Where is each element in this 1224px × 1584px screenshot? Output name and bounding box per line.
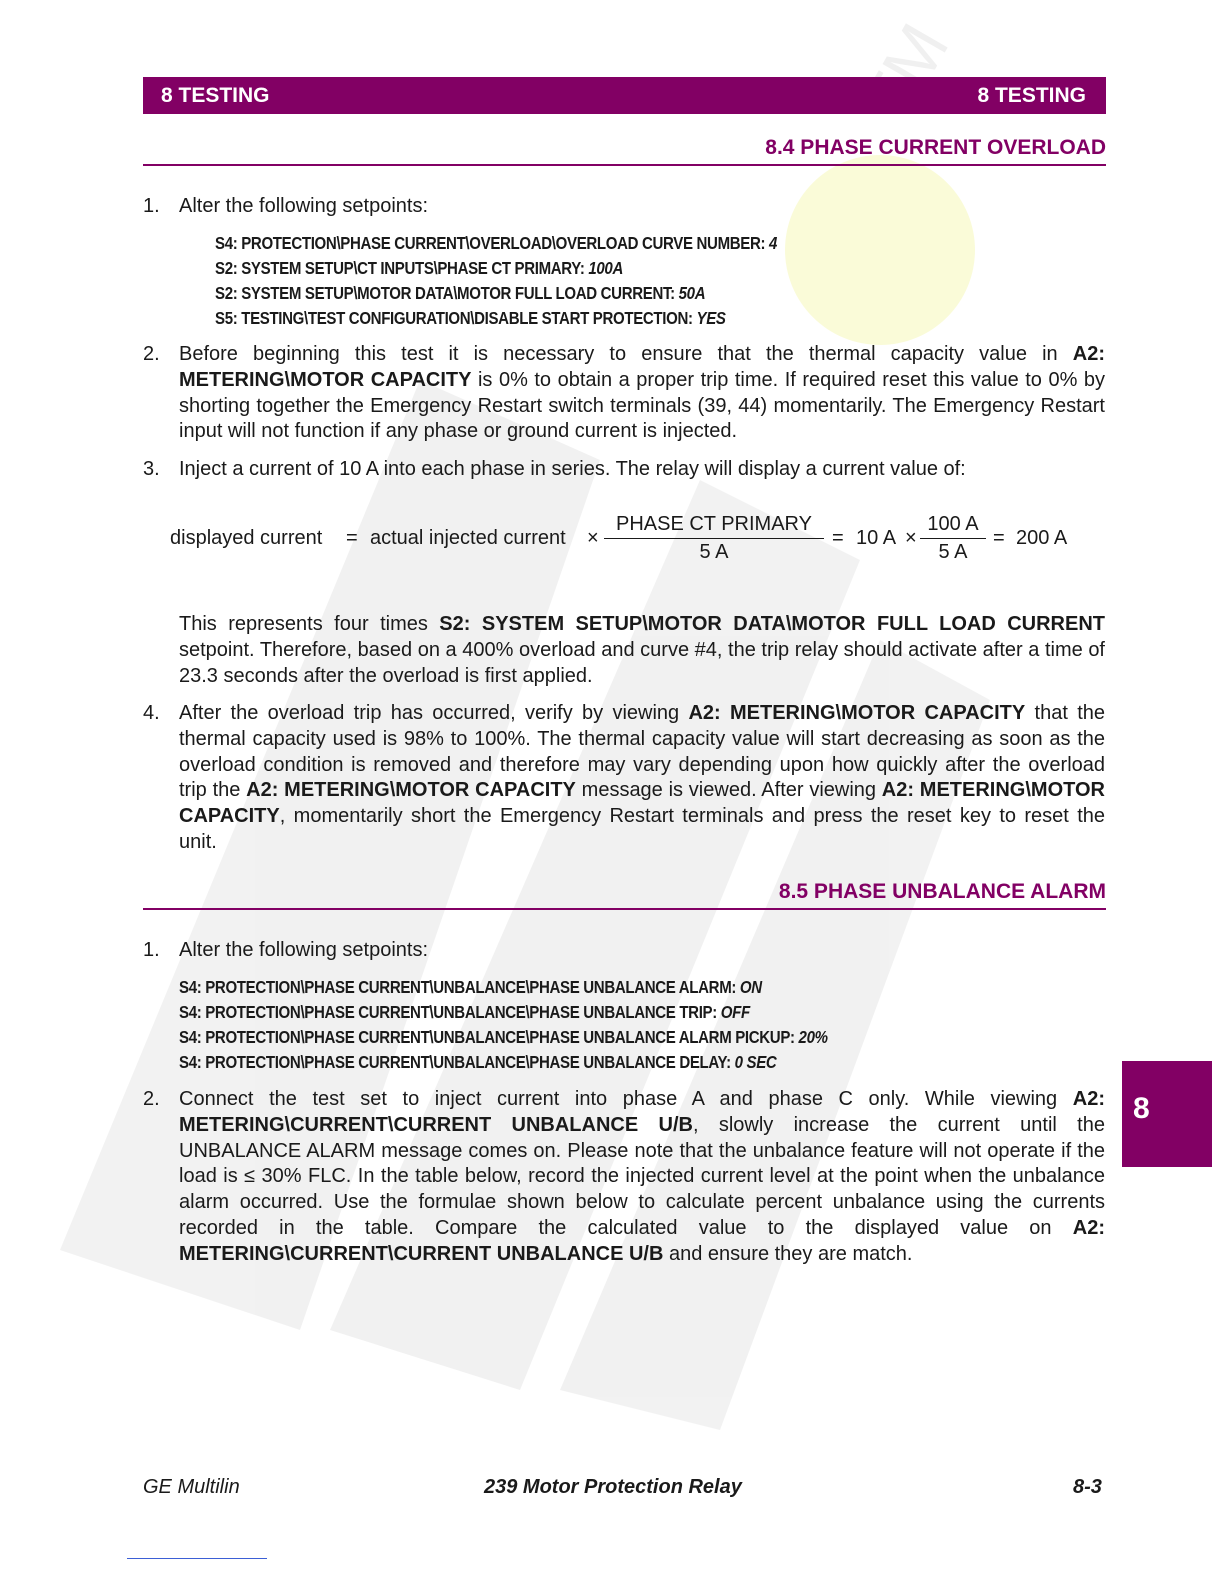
equation-times: × [905, 527, 917, 549]
equation-fraction [604, 513, 824, 564]
fraction-denominator: 5 A [699, 541, 729, 563]
chapter-tab [1122, 1061, 1212, 1167]
step-text: Before beginning this test it is necessary to ensure that the thermal capacity value in A2: METERING\MOTOR CAPACITY is 0% to obtain a proper trip time. If required reset this value to 0% by shorting together the Emergency Restart switch terminals (39, 44) momentarily. The Emergency Restart input will not function if any phase or ground current is injected. [179, 343, 1105, 443]
equation-result: 200 A [1016, 527, 1068, 549]
equation-times: × [587, 527, 599, 549]
setpoint-line: S2: SYSTEM SETUP\MOTOR DATA\MOTOR FULL LOAD CURRENT: 50A [215, 283, 706, 303]
svg-text:TM: TM [845, 10, 964, 138]
footer-center: 239 Motor Protection Relay [484, 1476, 742, 1498]
setpoint-line: S2: SYSTEM SETUP\CT INPUTS\PHASE CT PRIMARY: 100A [215, 258, 623, 278]
setpoint-line: S4: PROTECTION\PHASE CURRENT\UNBALANCE\PHASE UNBALANCE ALARM: ON [179, 977, 762, 997]
fraction-numerator: PHASE CT PRIMARY [604, 513, 824, 539]
step-number: 2. [143, 343, 160, 365]
step-number: 3. [143, 458, 160, 480]
chapter-tab-number: 8 [1133, 1092, 1150, 1125]
section-title-unbalance: 8.5 PHASE UNBALANCE ALARM [143, 880, 1106, 910]
equation-mid: actual injected current [370, 527, 566, 549]
fraction-denominator: 5 A [938, 541, 968, 563]
step-number: 1. [143, 939, 160, 961]
equation-equals: = [346, 527, 358, 549]
fraction-numerator: 100 A [920, 513, 986, 539]
step-text: Alter the following setpoints: [179, 195, 429, 217]
equation-value: 10 A [856, 527, 897, 549]
equation-equals: = [993, 527, 1005, 549]
setpoint-line: S4: PROTECTION\PHASE CURRENT\UNBALANCE\PHASE UNBALANCE DELAY: 0 SEC [179, 1052, 777, 1072]
paragraph: This represents four times S2: SYSTEM SETUP\MOTOR DATA\MOTOR FULL LOAD CURRENT setpoint. Therefore, based on a 400% overload and curve #4, the trip relay should activate after a time of 23.3 seconds after the overload is first applied. [179, 613, 1105, 687]
page-header-bar [143, 77, 1106, 114]
step-number: 2. [143, 1088, 160, 1110]
equation-lhs: displayed current [170, 527, 323, 549]
step-text: Inject a current of 10 A into each phase in series. The relay will display a current value of: [179, 458, 966, 480]
equation-equals: = [832, 527, 844, 549]
section-title-overload: 8.4 PHASE CURRENT OVERLOAD [143, 136, 1106, 166]
header-right-title: 8 TESTING [977, 84, 1086, 107]
bottom-rule [127, 1558, 267, 1559]
setpoint-line: S4: PROTECTION\PHASE CURRENT\UNBALANCE\PHASE UNBALANCE ALARM PICKUP: 20% [179, 1027, 828, 1047]
step-text: After the overload trip has occurred, verify by viewing A2: METERING\MOTOR CAPACITY that the thermal capacity used is 98% to 100%. The thermal capacity value will start decreasing as soon as the overload condition is removed and therefore may vary depending upon how quickly after the overload trip the A2: METERING\MOTOR CAPACITY message is viewed. After viewing A2: METERING\MOTOR CAPACITY, momentarily short the Emergency Restart terminals and press the reset key to reset the unit. [179, 702, 1105, 853]
header-left-title: 8 TESTING [161, 84, 270, 107]
equation-fraction [920, 513, 986, 564]
setpoint-line: S4: PROTECTION\PHASE CURRENT\OVERLOAD\OVERLOAD CURVE NUMBER: 4 [215, 233, 778, 253]
setpoint-line: S4: PROTECTION\PHASE CURRENT\UNBALANCE\PHASE UNBALANCE TRIP: OFF [179, 1002, 750, 1022]
step-text: Alter the following setpoints: [179, 939, 429, 961]
footer-page-number: 8-3 [1073, 1476, 1102, 1498]
footer-left: GE Multilin [143, 1476, 240, 1498]
step-number: 4. [143, 702, 160, 724]
step-text: Connect the test set to inject current into phase A and phase C only. While viewing A2: METERING\CURRENT\CURRENT UNBALANCE U/B, slowly increase the current until the UNBALANCE ALARM message comes on. Please note that the unbalance feature will not operate if the load is ≤ 30% FLC. In the table below, record the injected current level at the point when the unbalance alarm occurred. Use the formulae shown below to calculate percent unbalance using the currents recorded in the table. Compare the calculated value to the displayed value on A2: METERING\CURRENT\CURRENT UNBALANCE U/B and ensure they are match. [179, 1088, 1105, 1265]
step-number: 1. [143, 195, 160, 217]
setpoint-line: S5: TESTING\TEST CONFIGURATION\DISABLE START PROTECTION: YES [215, 308, 726, 328]
